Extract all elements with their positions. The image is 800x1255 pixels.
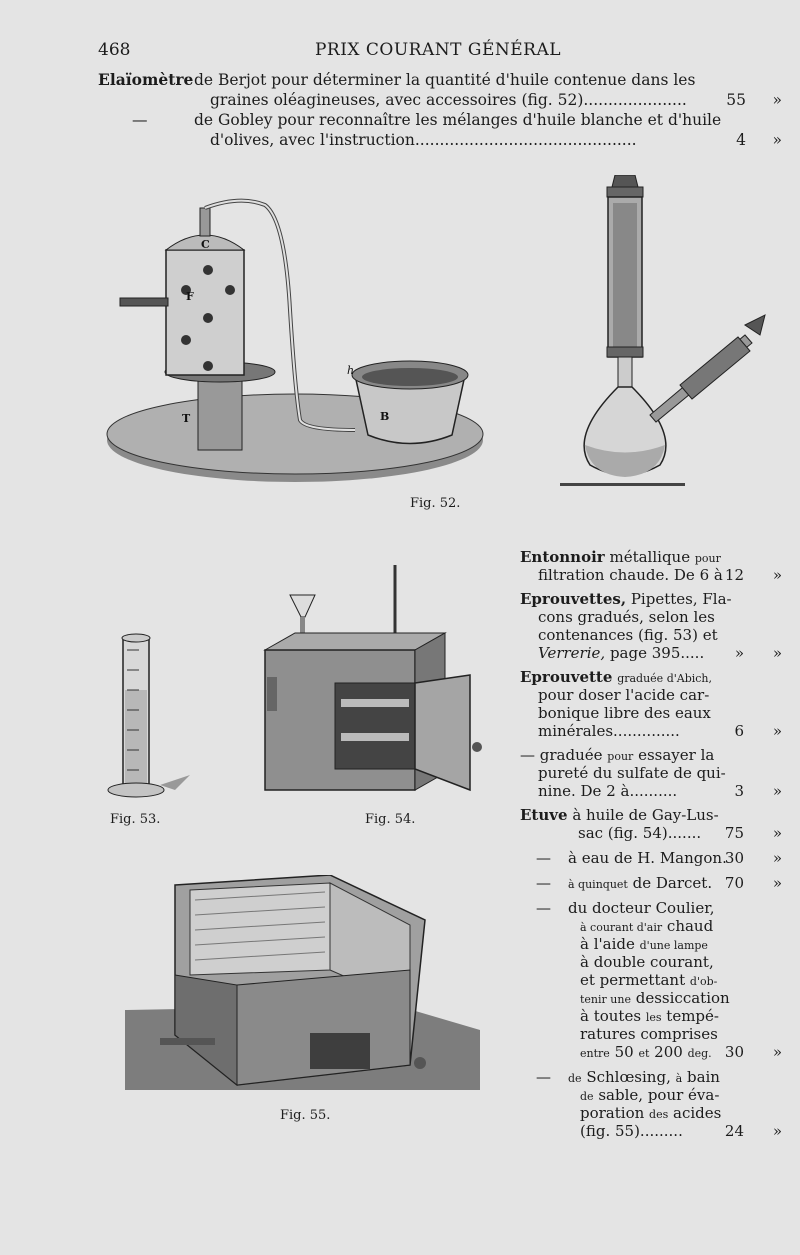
- entry-text: (fig. 55).........: [580, 1122, 683, 1140]
- entry-price: 30: [724, 1043, 744, 1061]
- entry-etuve-darcet: [520, 874, 782, 892]
- entry-text-small: des: [649, 1108, 669, 1121]
- entry-eprouvettes: [520, 590, 782, 608]
- entry-line: [520, 608, 782, 626]
- entry-line: [520, 1086, 782, 1104]
- entry-text-small: entre: [580, 1047, 610, 1060]
- entry-cents: »: [772, 824, 782, 842]
- entry-text: ratures comprises: [580, 1025, 718, 1043]
- entry-text-small: les: [645, 1011, 662, 1024]
- entry-price: 75: [724, 824, 744, 842]
- entry-price: 6: [734, 722, 744, 740]
- page-title: PRIX COURANT GÉNÉRAL: [314, 40, 562, 60]
- entry-price: 30: [724, 849, 744, 867]
- fig55-caption: Fig. 55.: [280, 1108, 331, 1123]
- entry-line: [520, 989, 782, 1007]
- entry-etuve-mangon: [520, 849, 782, 867]
- entry-text-small: d'une lampe: [639, 939, 708, 952]
- entry-line: [520, 644, 782, 662]
- page-number: 468: [98, 40, 131, 60]
- entry-text: graduée: [539, 746, 603, 764]
- entry-text: pour éva-: [647, 1086, 720, 1104]
- entry-text: pureté du sulfate de qui-: [538, 764, 726, 782]
- entry-dash: —: [536, 1068, 551, 1086]
- entry-text: graines oléagineuses, avec accessoires (fig. 52).....................: [210, 91, 687, 109]
- entry-line: [520, 1025, 782, 1043]
- entry-text: minérales..............: [538, 722, 680, 740]
- entry-line: [520, 935, 782, 953]
- entry-text: à huile de Gay-Lus-: [572, 806, 719, 824]
- entry-eprouvette-abich: [520, 668, 782, 686]
- entry-cents: »: [772, 1043, 782, 1061]
- entry-dash: —: [520, 746, 535, 764]
- entry-text: de Darcet.: [632, 874, 713, 892]
- entry-text: de Gobley pour reconnaître les mélanges d'huile blanche et d'huile: [194, 111, 722, 129]
- label-b: B: [380, 410, 390, 423]
- entry-dash: —: [536, 849, 551, 867]
- entry-price: 3: [734, 782, 744, 800]
- entry-cents: »: [772, 849, 782, 867]
- entry-dash: —: [132, 111, 148, 129]
- entry-etuve-schloesing: [520, 1068, 782, 1086]
- entry-line: [520, 704, 782, 722]
- entry-lead: Etuve: [520, 806, 568, 824]
- entry-price: 12: [724, 566, 744, 584]
- entry-cents: »: [772, 874, 782, 892]
- entry-text-small: tenir une: [580, 993, 631, 1006]
- entry-text: acides: [673, 1104, 722, 1122]
- label-t: T: [182, 412, 191, 425]
- entry-text: essayer la: [638, 746, 715, 764]
- entry-etuve-coulier: [520, 899, 782, 917]
- entry-line: [520, 566, 782, 584]
- entry-line: [520, 1104, 782, 1122]
- entry-text: 50: [614, 1043, 634, 1061]
- entry-etuve: [520, 806, 782, 824]
- fig54-caption: Fig. 54.: [365, 812, 416, 827]
- page-header: [98, 40, 778, 64]
- entry-lead: Eprouvettes,: [520, 590, 627, 608]
- fig54-oil-oven: [255, 565, 490, 805]
- entry-elaiometre-berjot: [98, 70, 782, 90]
- entry-text-small: d'ob-: [689, 975, 718, 988]
- entry-text: contenances (fig. 53) et: [538, 626, 718, 644]
- entry-dash: —: [536, 899, 551, 917]
- entry-price: 70: [724, 874, 744, 892]
- entry-text: pour doser l'acide car-: [538, 686, 710, 704]
- entry-cents: »: [772, 1122, 782, 1140]
- entry-text: page 395.....: [609, 644, 705, 662]
- entry-lead: Elaïomètre: [98, 70, 194, 89]
- entry-line: [520, 1122, 782, 1140]
- entry-line: [520, 917, 782, 935]
- entry-line: [520, 1043, 782, 1061]
- entry-text-small: à courant d'air: [580, 921, 663, 934]
- entry-lead: Entonnoir: [520, 548, 605, 566]
- entry-elaiometre-gobley: [98, 110, 782, 130]
- entry-cents: »: [772, 722, 782, 740]
- entry-line: [520, 1007, 782, 1025]
- entry-text: filtration chaude. De 6 à: [538, 566, 723, 584]
- label-h: h: [347, 364, 355, 377]
- entry-text: d'olives, avec l'instruction.............................................: [210, 131, 637, 149]
- entry-text: nine. De 2 à..........: [538, 782, 678, 800]
- entry-text-small: graduée d'Abich,: [617, 672, 712, 685]
- label-f: F: [186, 290, 194, 303]
- entry-text-small: à quinquet: [568, 878, 628, 891]
- entry-price: »: [734, 644, 744, 662]
- entry-price: 55: [726, 91, 746, 109]
- entry-text: cons gradués, selon les: [538, 608, 715, 626]
- right-column-entries: [520, 548, 782, 1140]
- top-entries: [98, 70, 782, 150]
- entry-text-italic: Verrerie,: [538, 644, 606, 662]
- entry-text: bonique libre des eaux: [538, 704, 711, 722]
- entry-text-small: et: [638, 1047, 650, 1060]
- entry-lead: Eprouvette: [520, 668, 613, 686]
- entry-line: [98, 130, 782, 150]
- entry-text: bain: [686, 1068, 720, 1086]
- entry-text: à toutes: [580, 1007, 642, 1025]
- entry-text: de Berjot pour déterminer la quantité d'huile contenue dans les: [194, 71, 696, 89]
- fig53-caption: Fig. 53.: [110, 812, 161, 827]
- fig52-caption: Fig. 52.: [410, 496, 461, 511]
- entry-cents: »: [772, 782, 782, 800]
- entry-cents: »: [772, 131, 782, 149]
- entry-text: sable,: [598, 1086, 644, 1104]
- entry-text: Schlœsing,: [586, 1068, 671, 1086]
- entry-text: tempé-: [666, 1007, 719, 1025]
- entry-text-small: pour: [607, 750, 634, 763]
- entry-text: à l'aide: [580, 935, 635, 953]
- label-c: C: [201, 238, 210, 251]
- entry-line: [520, 626, 782, 644]
- entry-text-small: deg.: [687, 1047, 712, 1060]
- entry-entonnoir: [520, 548, 782, 566]
- gobley-flask-illustration: [560, 175, 775, 495]
- entry-line: [520, 722, 782, 740]
- entry-text-small: de: [568, 1072, 582, 1085]
- entry-price: 4: [736, 131, 746, 149]
- entry-text: poration: [580, 1104, 645, 1122]
- entry-graduee: [520, 746, 782, 764]
- entry-text-small: de: [580, 1090, 594, 1103]
- fig55-sand-bath: [125, 875, 480, 1095]
- entry-cents: »: [772, 644, 782, 662]
- entry-text: et permettant: [580, 971, 686, 989]
- entry-text: à double courant,: [580, 953, 714, 971]
- fig52-elaiometer-illustration: [100, 190, 490, 490]
- entry-text: métallique: [609, 548, 691, 566]
- entry-text: Pipettes, Fla-: [630, 590, 732, 608]
- entry-price: 24: [724, 1122, 744, 1140]
- entry-line: [520, 824, 782, 842]
- entry-line: [520, 764, 782, 782]
- entry-line: [520, 686, 782, 704]
- entry-text: à eau de H. Mangon.: [568, 849, 727, 867]
- entry-cents: »: [772, 566, 782, 584]
- entry-text: sac (fig. 54).......: [578, 824, 702, 842]
- entry-line: [520, 971, 782, 989]
- entry-text-small: à: [675, 1072, 683, 1085]
- entry-text: dessiccation: [635, 989, 730, 1007]
- fig53-graduated-cylinder: [105, 630, 195, 805]
- entry-text: 200: [654, 1043, 683, 1061]
- entry-dash: —: [536, 874, 551, 892]
- entry-line: [520, 782, 782, 800]
- entry-cents: »: [772, 91, 782, 109]
- entry-line: [520, 953, 782, 971]
- entry-text: chaud: [666, 917, 714, 935]
- entry-line: [98, 90, 782, 110]
- entry-text-small: pour: [694, 552, 721, 565]
- entry-text: du docteur Coulier,: [568, 899, 715, 917]
